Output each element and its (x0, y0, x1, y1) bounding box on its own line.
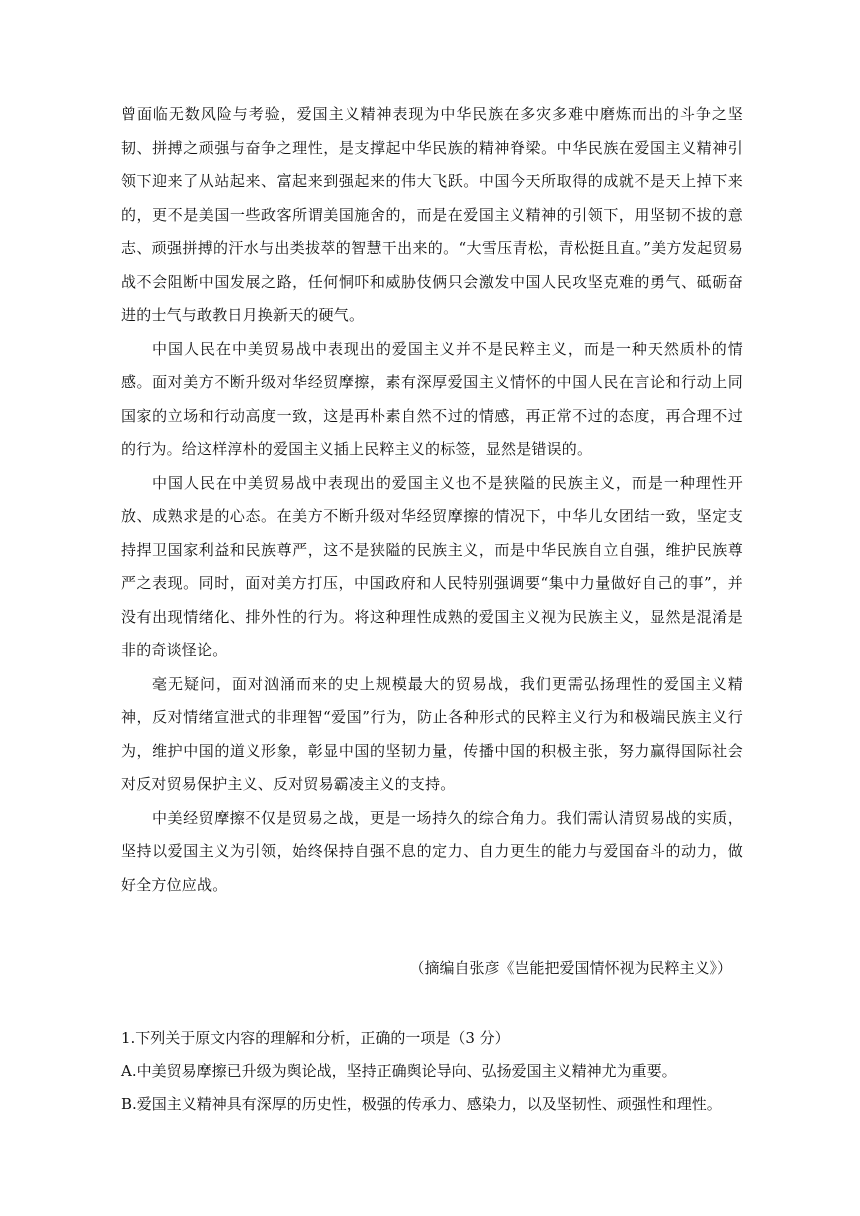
passage-paragraph-1: 曾面临无数风险与考验，爱国主义精神表现为中华民族在多灾多难中磨炼而出的斗争之坚韧、拼搏之顽强与奋争之理性，是支撑起中华民族的精神脊梁。中华民族在爱国主义精神引领下迎来了从站起来、富起来到强起来的伟大飞跃。中国今天所取得的成就不是天上掉下来的，更不是美国一些政客所谓美国施舍的，而是在爱国主义精神的引领下，用坚韧不拔的意志、顽强拼搏的汗水与出类拔萃的智慧干出来的。“大雪压青松，青松挺且直。”美方发起贸易战不会阻断中国发展之路，任何恫吓和威胁伎俩只会激发中国人民攻坚克难的勇气、砥砺奋进的士气与敢教日月换新天的硬气。 (121, 105, 743, 324)
question-stem: 1.下列关于原文内容的理解和分析，正确的一项是（3 分） (121, 1029, 510, 1047)
question-1 (121, 1022, 743, 1121)
passage-paragraph-3: 中国人民在中美贸易战中表现出的爱国主义也不是狭隘的民族主义，而是一种理性开放、成熟求是的心态。在美方不断升级对华经贸摩擦的情况下，中华儿女团结一致，坚定支持捍卫国家利益和民族尊严，这不是狭隘的民族主义，而是中华民族自立自强，维护民族尊严之表现。同时，面对美方打压，中国政府和人民特别强调要“集中力量做好自己的事”，并没有出现情绪化、排外性的行为。将这种理性成熟的爱国主义视为民族主义，显然是混淆是非的奇谈怪论。 (121, 473, 743, 659)
passage-body (121, 98, 743, 902)
passage-paragraph-2: 中国人民在中美贸易战中表现出的爱国主义并不是民粹主义，而是一种天然质朴的情感。面对美方不断升级对华经贸摩擦，素有深厚爱国主义情怀的中国人民在言论和行动上同国家的立场和行动高度一致，这是再朴素自然不过的情感，再正常不过的态度，再合理不过的行为。给这样淳朴的爱国主义插上民粹主义的标签，显然是错误的。 (121, 339, 743, 458)
passage-paragraph-5: 中美经贸摩擦不仅是贸易之战，更是一场持久的综合角力。我们需认清贸易战的实质，坚持以爱国主义为引领，始终保持自强不息的定力、自力更生的能力与爱国奋斗的动力，做好全方位应战。 (121, 808, 743, 894)
passage-paragraph-4: 毫无疑问，面对汹涌而来的史上规模最大的贸易战，我们更需弘扬理性的爱国主义精神，反对情绪宣泄式的非理智“爱国”行为，防止各种形式的民粹主义行为和极端民族主义行为，维护中国的道义形象，彰显中国的坚韧力量，传播中国的积极主张，努力赢得国际社会对反对贸易保护主义、反对贸易霸凌主义的支持。 (121, 674, 743, 793)
passage-source: （摘编自张彦《岂能把爱国情怀视为民粹主义》） (409, 959, 732, 977)
option-b: B.爱国主义精神具有深厚的历史性，极强的传承力、感染力，以及坚韧性、顽强性和理性。 (121, 1095, 722, 1113)
option-a: A.中美贸易摩擦已升级为舆论战，坚持正确舆论导向、弘扬爱国主义精神尤为重要。 (121, 1062, 677, 1080)
